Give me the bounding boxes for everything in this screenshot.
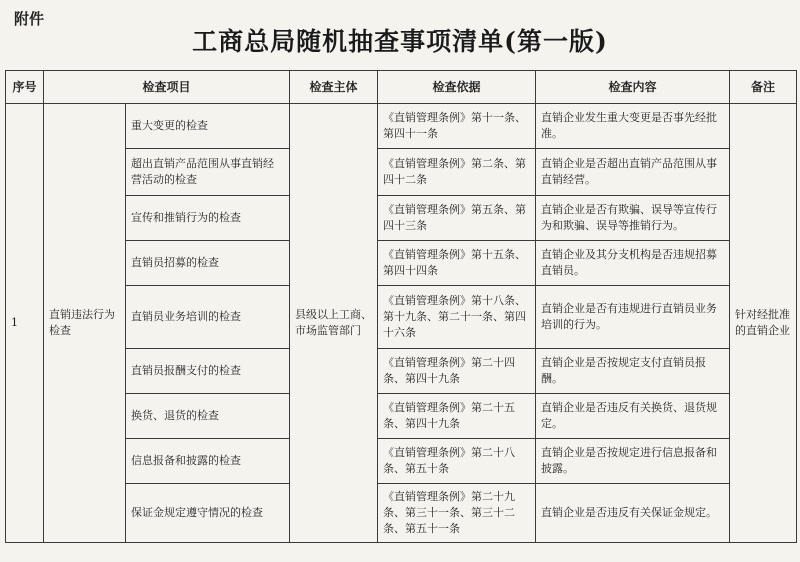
- content-cell: 直销企业是否超出直销产品范围从事直销经营。: [536, 149, 730, 196]
- serial-number-cell: 1: [6, 104, 44, 543]
- item-cell: 直销员报酬支付的检查: [126, 349, 290, 394]
- item-cell: 保证金规定遵守情况的检查: [126, 484, 290, 543]
- table-row: [6, 104, 797, 149]
- category-cell: 直销违法行为检查: [44, 104, 126, 543]
- attachment-label: 附件: [14, 10, 45, 28]
- basis-cell: 《直销管理条例》第十五条、第四十四条: [378, 241, 536, 286]
- item-cell: 超出直销产品范围从事直销经营活动的检查: [126, 149, 290, 196]
- content-cell: 直销企业及其分支机构是否违规招募直销员。: [536, 241, 730, 286]
- table-header-row: [6, 71, 797, 104]
- item-cell: 换货、退货的检查: [126, 394, 290, 439]
- item-cell: 直销员招募的检查: [126, 241, 290, 286]
- basis-cell: 《直销管理条例》第十一条、第四十一条: [378, 104, 536, 149]
- item-cell: 宣传和推销行为的检查: [126, 196, 290, 241]
- basis-cell: 《直销管理条例》第二条、第四十二条: [378, 149, 536, 196]
- header-item: 检查项目: [44, 71, 290, 104]
- content-cell: 直销企业是否有欺骗、误导等宣传行为和欺骗、误导等推销行为。: [536, 196, 730, 241]
- document-title: 工商总局随机抽查事项清单(第一版): [192, 27, 608, 56]
- content-cell: 直销企业是否违反有关保证金规定。: [536, 484, 730, 543]
- header-serial: 序号: [6, 71, 44, 104]
- item-cell: 重大变更的检查: [126, 104, 290, 149]
- header-remark: 备注: [730, 71, 797, 104]
- content-cell: 直销企业是否按规定进行信息报备和披露。: [536, 439, 730, 484]
- content-cell: 直销企业发生重大变更是否事先经批准。: [536, 104, 730, 149]
- basis-cell: 《直销管理条例》第二十九条、第三十一条、第三十二条、第五十一条: [378, 484, 536, 543]
- basis-cell: 《直销管理条例》第五条、第四十三条: [378, 196, 536, 241]
- header-basis: 检查依据: [378, 71, 536, 104]
- subject-cell: 县级以上工商、市场监管部门: [290, 104, 378, 543]
- inspection-items-table: [5, 70, 797, 543]
- content-cell: 直销企业是否有违规进行直销员业务培训的行为。: [536, 286, 730, 349]
- item-cell: 信息报备和披露的检查: [126, 439, 290, 484]
- remark-cell: 针对经批准的直销企业: [730, 104, 797, 543]
- basis-cell: 《直销管理条例》第二十四条、第四十九条: [378, 349, 536, 394]
- content-cell: 直销企业是否违反有关换货、退货规定。: [536, 394, 730, 439]
- item-cell: 直销员业务培训的检查: [126, 286, 290, 349]
- header-subject: 检查主体: [290, 71, 378, 104]
- basis-cell: 《直销管理条例》第二十八条、第五十条: [378, 439, 536, 484]
- basis-cell: 《直销管理条例》第十八条、第十九条、第二十一条、第四十六条: [378, 286, 536, 349]
- header-content: 检查内容: [536, 71, 730, 104]
- basis-cell: 《直销管理条例》第二十五条、第四十九条: [378, 394, 536, 439]
- content-cell: 直销企业是否按规定支付直销员报酬。: [536, 349, 730, 394]
